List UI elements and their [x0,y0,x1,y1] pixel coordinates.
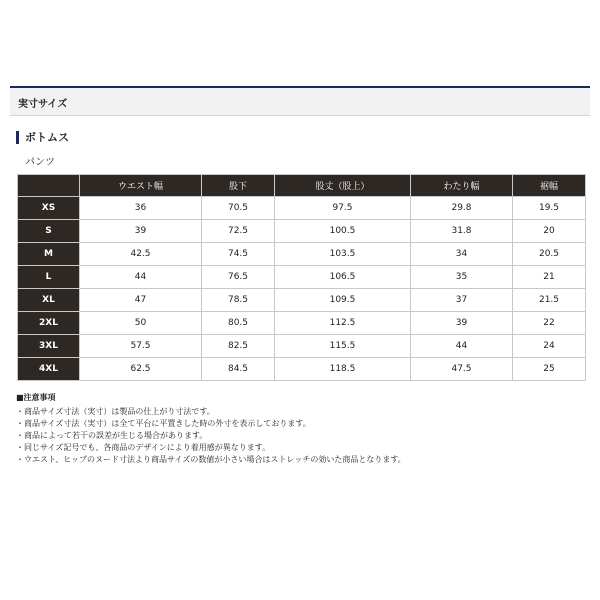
table-cell: 36 [80,197,202,220]
table-cell: 35 [411,266,513,289]
table-cell: 103.5 [275,243,411,266]
column-header-waist: ウエスト幅 [80,175,202,197]
row-size-label: 4XL [18,358,80,381]
table-cell: 29.8 [411,197,513,220]
table-cell: 70.5 [202,197,275,220]
table-cell: 47 [80,289,202,312]
table-row [18,220,586,243]
table-cell: 31.8 [411,220,513,243]
table-cell: 100.5 [275,220,411,243]
table-cell: 42.5 [80,243,202,266]
row-size-label: 3XL [18,335,80,358]
table-cell: 76.5 [202,266,275,289]
table-cell: 37 [411,289,513,312]
table-row [18,335,586,358]
table-cell: 25 [513,358,586,381]
table-cell: 72.5 [202,220,275,243]
table-cell: 97.5 [275,197,411,220]
table-cell: 74.5 [202,243,275,266]
table-row [18,312,586,335]
table-cell: 115.5 [275,335,411,358]
table-cell: 34 [411,243,513,266]
table-row [18,358,586,381]
section-title: ボトムス [16,131,69,144]
table-cell: 22 [513,312,586,335]
table-cell: 78.5 [202,289,275,312]
table-corner-cell [18,175,80,197]
table-cell: 109.5 [275,289,411,312]
table-cell: 62.5 [80,358,202,381]
table-header-row [18,175,586,197]
row-size-label: M [18,243,80,266]
table-cell: 21.5 [513,289,586,312]
notes-list [16,406,586,466]
table-cell: 82.5 [202,335,275,358]
row-size-label: 2XL [18,312,80,335]
note-item: ・商品サイズ寸法（実寸）は全て平台に平置きした時の外寸を表示しております。 [16,419,311,428]
section-subtitle: パンツ [25,157,55,168]
table-cell: 57.5 [80,335,202,358]
table-cell: 106.5 [275,266,411,289]
table-cell: 80.5 [202,312,275,335]
table-cell: 47.5 [411,358,513,381]
table-row [18,289,586,312]
column-header-thigh: わたり幅 [411,175,513,197]
column-header-inseam: 股下 [202,175,275,197]
table-row [18,266,586,289]
header-bar [10,86,590,116]
row-size-label: L [18,266,80,289]
table-cell: 39 [80,220,202,243]
table-cell: 20 [513,220,586,243]
size-table [17,174,586,381]
table-cell: 50 [80,312,202,335]
row-size-label: XL [18,289,80,312]
table-cell: 39 [411,312,513,335]
notes-section [16,392,586,466]
row-size-label: XS [18,197,80,220]
note-item: ・ウエスト、ヒップのヌード寸法より商品サイズの数値が小さい場合はストレッチの効いた商品となります。 [16,455,406,464]
page-title: 実寸サイズ [18,99,68,110]
column-header-rise: 股丈（股上） [275,175,411,197]
column-header-hem: 裾幅 [513,175,586,197]
note-item: ・商品サイズ寸法（実寸）は製品の仕上がり寸法です。 [16,407,215,416]
table-cell: 19.5 [513,197,586,220]
table-cell: 44 [80,266,202,289]
table-cell: 112.5 [275,312,411,335]
table-cell: 20.5 [513,243,586,266]
table-cell: 24 [513,335,586,358]
table-row [18,243,586,266]
table-cell: 84.5 [202,358,275,381]
notes-title: ■注意事項 [16,393,56,402]
table-cell: 118.5 [275,358,411,381]
table-cell: 44 [411,335,513,358]
row-size-label: S [18,220,80,243]
table-cell: 21 [513,266,586,289]
note-item: ・商品によって若干の誤差が生じる場合があります。 [16,431,208,440]
table-row [18,197,586,220]
note-item: ・同じサイズ記号でも、各商品のデザインにより着用感が異なります。 [16,443,271,452]
